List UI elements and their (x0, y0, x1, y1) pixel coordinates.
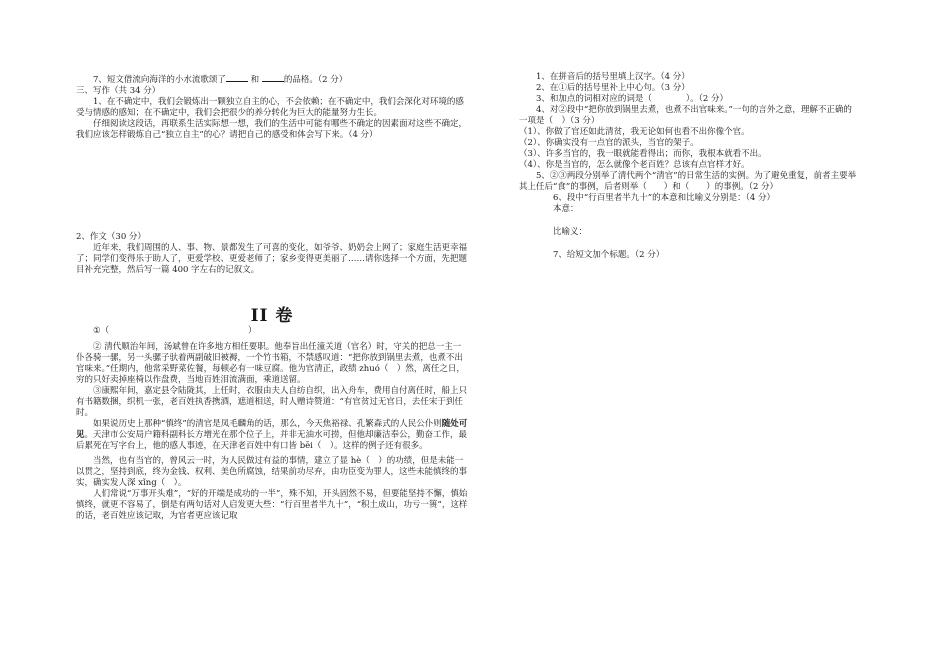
paragraph-4 (76, 419, 468, 452)
paragraph-5: 当然，也有当官的，曾风云一时，为人民做过有益的事情，建立了显 hè（ ）的功绩，但是未能一以贯之，坚持到底，终为金钱、权利、美色所腐蚀，结果前功尽弃，由功臣变为罪人，这些未能慎终的事实，确实发人深 xǐng（ ）。 (76, 456, 468, 488)
right-question-3: 3、和加点的词相对应的词是（ ）。（2 分） (536, 94, 729, 104)
question-4-option: （3）、许多当官的，我一眼就能看得出；而你，我根本就看不出。 (519, 149, 767, 159)
right-question-7: 7、给短文加个标题。（2 分） (553, 250, 665, 260)
writing-1-task: 仔细阅读这段话，再联系生活实际想一想，我们的生活中可能有哪些不确定的因素面对这些不确定，我们应该怎样锻炼自己“独立自主”的心？请把自己的感受和体会写下来。（4 分） (76, 119, 468, 140)
section-3-heading: 三、写作（共 34 分） (76, 86, 161, 96)
answer-space-2 (76, 276, 468, 306)
question-7-text-c: 的品格。（2 分） (283, 75, 348, 85)
right-question-4: 4、对②段中“把你放到锅里去煮，也煮不出官味来。”一句的言外之意，理解不正确的一项是（ ）（3 分） (519, 105, 852, 126)
paragraph-4-text-a: 如果说历史上那种“慎终”的清官是凤毛麟角的话，那么，今天焦裕禄、孔繁森式的人民公仆则 (93, 419, 442, 429)
answer-space-1 (76, 141, 468, 232)
question-6-literal-label: 本意： (553, 204, 579, 214)
paragraph-4-bold: 随处可见 (76, 419, 468, 440)
question-4-option: （2）、你确实没有一点官的派头，当官的架子。 (519, 138, 699, 148)
question-4-option: （1）、你做了官还如此清贫，我无论如何也看不出你像个官。 (519, 127, 750, 137)
right-question-5: 5、②③两段分别举了清代两个“清官”的日常生活的实例。为了避免重复，前者主要举其上任后“食”的事例，后者则举（ ）和（ ）的事例。（2 分） (519, 171, 857, 192)
volume-title: II 卷 (250, 306, 294, 326)
right-question-6: 6、段中“行百里者半九十”的本意和比喻义分别是：（4 分） (553, 193, 775, 203)
answer-blank-1[interactable] (226, 72, 248, 82)
paragraph-4-text-b: 。天津市公安局户籍科副科长方增光在那个位子上，并非无油水可捞，但他却廉洁奉公，勤奋工作，最后累死在写字台上，他的感人事迹，在天津老百姓中有口皆 bēi（ ）。这样的例子还有很多。 (76, 430, 468, 451)
answer-blank-2[interactable] (262, 72, 284, 82)
right-column (519, 72, 859, 261)
paragraph-1 (76, 326, 468, 338)
question-4-option: （4）、你是当官的，怎么就像个老百姓？总该有点官样才好。 (519, 160, 750, 170)
question-6-figurative-label: 比喻义： (553, 227, 588, 237)
writing-1-prompt: 1、在不确定中，我们会锻炼出一颗独立自主的心，不会依赖；在不确定中，我们会深化对环境的感受与情感的感知；在不确定中，我们会把很少的养分转化为巨大的能量努力生长。 (76, 97, 464, 118)
paragraph-3: ③康熙年间，嘉定县令陆陇其，上任时，衣服由夫人自纺自织，出入舟车，费用自付离任时，船上只有书籍数捆，织机一张，老百姓执香携酒，遮道相送，时人赠诗赞道：“有官贫过无官日，去任宋于到任时。 (76, 386, 468, 418)
question-7-text-a: 7、短文借流向海洋的小水流歌颂了 (93, 75, 226, 85)
right-question-2: 2、在①后的括号里补上中心句。（3 分） (536, 83, 690, 93)
paragraph-6: 人们常说“万事开头难”，“好的开端是成功的一半”，殊不知，开头固然不易，但要能坚持不懈，慎始慎终，就更不容易了，倒是有两句话对人启发更大些：“行百里者半九十”，“积土成山，功亏一篑”，这样的话，老百姓应该记取，为官者更应该记取 (76, 489, 468, 521)
paragraph-1-open: ①（ (93, 326, 110, 336)
paragraph-1-close: ） (248, 326, 257, 336)
writing-2-title: 2、作文（30 分） (76, 232, 146, 242)
writing-2-prompt: 近年来，我们周围的人、事、物、景都发生了可喜的变化，如爷爷、奶奶会上网了；家庭生活更幸福了；同学们变得乐于助人了，更爱学校、更爱老师了；家乡变得更美丽了……请你选择一个方面，先把题目补充完整，然后写一篇 400 字左右的记叙文。 (76, 243, 468, 275)
paragraph-2: ② 清代顺治年间，汤斌曾在许多地方相任要职。他奉旨出任潼关道（官名）时，守关的把总一主一仆各骑一骡，另一头骡子驮着两副破旧被褥，一个竹书箱，不禁感叹道：“把你放到锅里去煮，也煮不出官味来。”任期内，他常采野菜佐餐，每顿必有一味豆腐。他为官清正，政绩 zhuó（ ）然，离任之日，穷的只好卖掉座椅以作盘费，当地百姓泪流满面，乘道送留。 (76, 342, 465, 385)
left-question-7 (76, 72, 468, 86)
question-7-text-b: 和 (250, 75, 260, 85)
right-question-1: 1、在拼音后的括号里填上汉字。（4 分） (536, 72, 690, 82)
left-column (76, 72, 468, 522)
